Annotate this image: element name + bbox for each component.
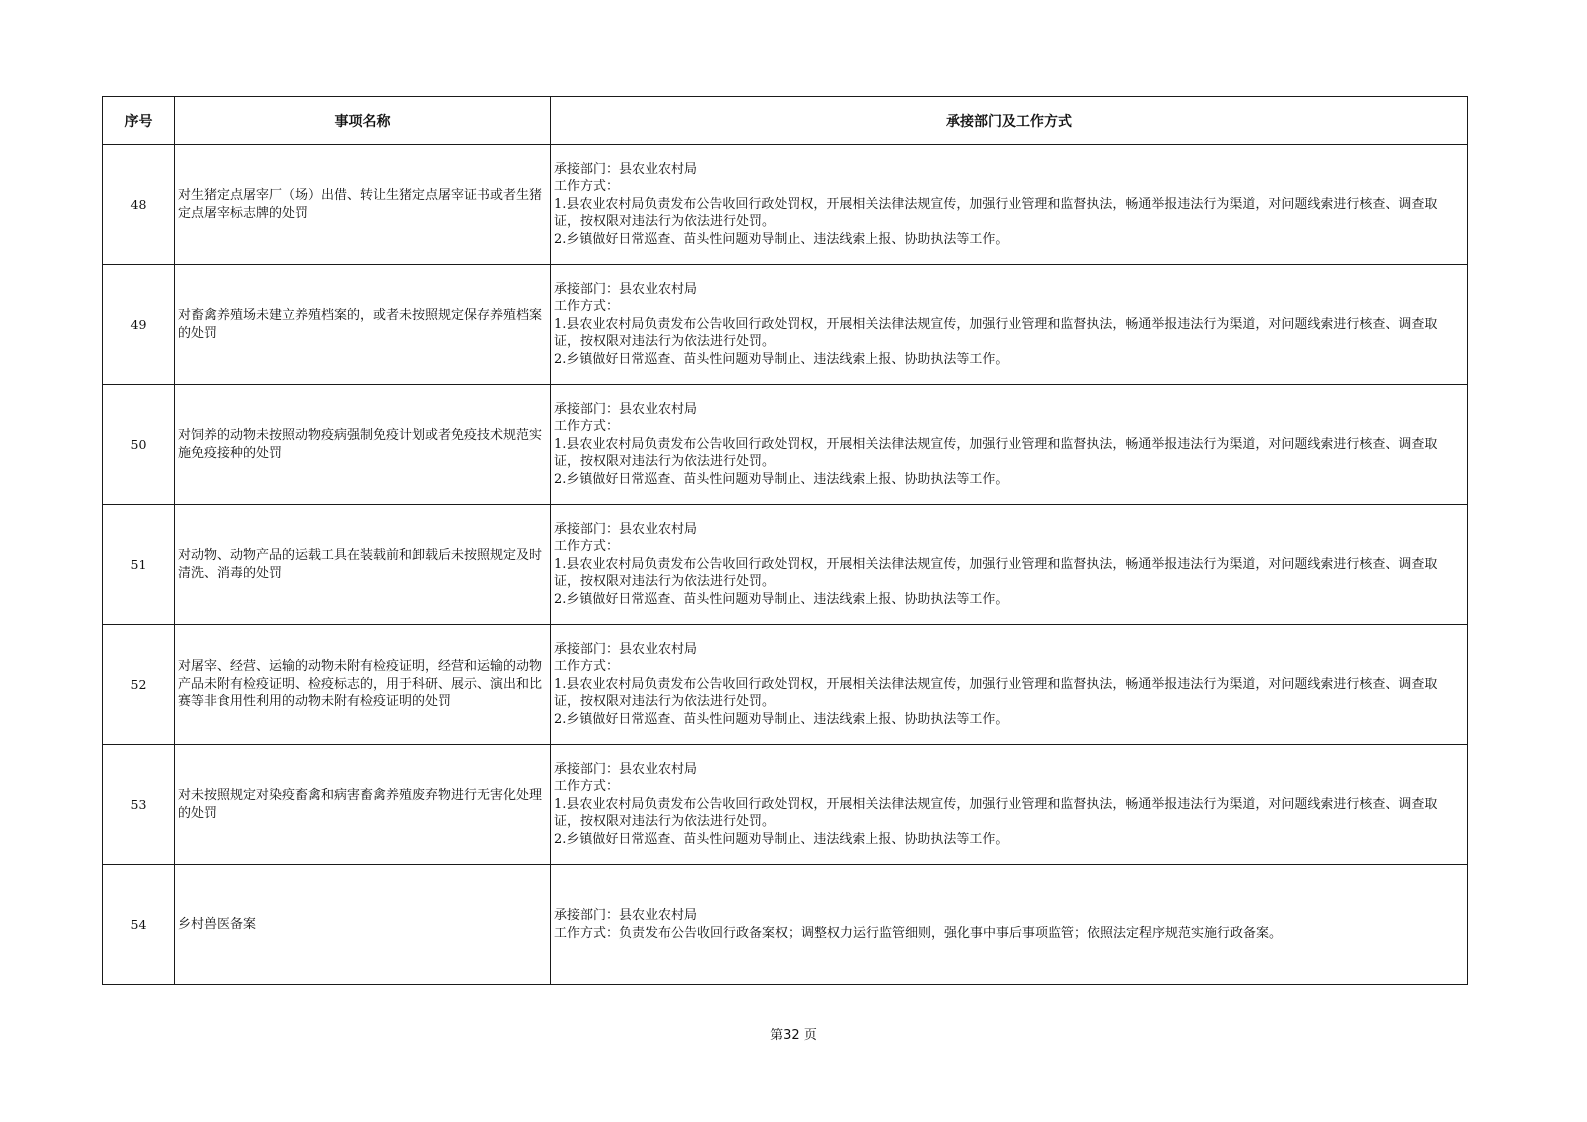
header-serial-number: 序号 <box>103 97 175 145</box>
page-number: 第32 页 <box>770 1028 817 1043</box>
table-row <box>103 385 1468 505</box>
department-method-line: 工作方式： <box>554 779 620 795</box>
department-method-line: 工作方式：负责发布公告收回行政备案权；调整权力运行监管细则，强化事中事后事项监管；依照法定程序规范实施行政备案。 <box>554 925 1283 941</box>
row-department-method <box>551 505 1468 625</box>
row-matter-name: 对未按照规定对染疫畜禽和病害畜禽养殖废弃物进行无害化处理的处罚 <box>175 745 551 865</box>
department-method-line: 2.乡镇做好日常巡查、苗头性问题劝导制止、违法线索上报、协助执法等工作。 <box>554 471 1009 487</box>
row-matter-name: 乡村兽医备案 <box>175 865 551 985</box>
department-method-line: 1.县农业农村局负责发布公告收回行政处罚权，开展相关法律法规宣传，加强行业管理和监督执法，畅通举报违法行为渠道，对问题线索进行核查、调查取证，按权限对违法行为依法进行处罚。 <box>554 676 1438 710</box>
department-method-line: 1.县农业农村局负责发布公告收回行政处罚权，开展相关法律法规宣传，加强行业管理和监督执法，畅通举报违法行为渠道，对问题线索进行核查、调查取证，按权限对违法行为依法进行处罚。 <box>554 556 1438 590</box>
row-serial-number: 50 <box>103 385 175 505</box>
row-serial-number: 49 <box>103 265 175 385</box>
table-row <box>103 625 1468 745</box>
matters-table <box>102 96 1468 985</box>
department-method-line: 1.县农业农村局负责发布公告收回行政处罚权，开展相关法律法规宣传，加强行业管理和监督执法，畅通举报违法行为渠道，对问题线索进行核查、调查取证，按权限对违法行为依法进行处罚。 <box>554 436 1438 470</box>
row-matter-name: 对饲养的动物未按照动物疫病强制免疫计划或者免疫技术规范实施免疫接种的处罚 <box>175 385 551 505</box>
row-matter-name: 对生猪定点屠宰厂（场）出借、转让生猪定点屠宰证书或者生猪定点屠宰标志牌的处罚 <box>175 145 551 265</box>
row-serial-number: 53 <box>103 745 175 865</box>
row-department-method <box>551 265 1468 385</box>
table-body <box>103 145 1468 985</box>
row-department-method <box>551 865 1468 985</box>
table-header-row <box>103 97 1468 145</box>
department-method-line: 工作方式： <box>554 299 620 315</box>
department-method-line: 2.乡镇做好日常巡查、苗头性问题劝导制止、违法线索上报、协助执法等工作。 <box>554 351 1009 367</box>
row-department-method <box>551 385 1468 505</box>
row-serial-number: 51 <box>103 505 175 625</box>
department-method-line: 2.乡镇做好日常巡查、苗头性问题劝导制止、违法线索上报、协助执法等工作。 <box>554 591 1009 607</box>
row-matter-name: 对屠宰、经营、运输的动物未附有检疫证明，经营和运输的动物产品未附有检疫证明、检疫标志的，用于科研、展示、演出和比赛等非食用性利用的动物未附有检疫证明的处罚 <box>175 625 551 745</box>
department-method-line: 工作方式： <box>554 539 620 555</box>
department-method-line: 工作方式： <box>554 659 620 675</box>
department-method-line: 承接部门：县农业农村局 <box>554 641 698 657</box>
row-matter-name: 对畜禽养殖场未建立养殖档案的，或者未按照规定保存养殖档案的处罚 <box>175 265 551 385</box>
row-department-method <box>551 145 1468 265</box>
table-row <box>103 265 1468 385</box>
table-row <box>103 505 1468 625</box>
row-matter-name: 对动物、动物产品的运载工具在装载前和卸载后未按照规定及时清洗、消毒的处罚 <box>175 505 551 625</box>
row-department-method <box>551 625 1468 745</box>
department-method-line: 承接部门：县农业农村局 <box>554 908 698 923</box>
department-method-line: 承接部门：县农业农村局 <box>554 761 698 777</box>
department-method-line: 1.县农业农村局负责发布公告收回行政处罚权，开展相关法律法规宣传，加强行业管理和监督执法，畅通举报违法行为渠道，对问题线索进行核查、调查取证，按权限对违法行为依法进行处罚。 <box>554 316 1438 350</box>
department-method-line: 2.乡镇做好日常巡查、苗头性问题劝导制止、违法线索上报、协助执法等工作。 <box>554 711 1009 727</box>
row-serial-number: 48 <box>103 145 175 265</box>
department-method-line: 2.乡镇做好日常巡查、苗头性问题劝导制止、违法线索上报、协助执法等工作。 <box>554 231 1009 247</box>
department-method-line: 1.县农业农村局负责发布公告收回行政处罚权，开展相关法律法规宣传，加强行业管理和监督执法，畅通举报违法行为渠道，对问题线索进行核查、调查取证，按权限对违法行为依法进行处罚。 <box>554 796 1438 830</box>
header-department-method: 承接部门及工作方式 <box>551 97 1468 145</box>
department-method-line: 1.县农业农村局负责发布公告收回行政处罚权，开展相关法律法规宣传，加强行业管理和监督执法，畅通举报违法行为渠道，对问题线索进行核查、调查取证，按权限对违法行为依法进行处罚。 <box>554 196 1438 230</box>
department-method-line: 承接部门：县农业农村局 <box>554 161 698 177</box>
row-department-method <box>551 745 1468 865</box>
department-method-line: 2.乡镇做好日常巡查、苗头性问题劝导制止、违法线索上报、协助执法等工作。 <box>554 831 1009 847</box>
row-serial-number: 52 <box>103 625 175 745</box>
table-row <box>103 745 1468 865</box>
department-method-line: 工作方式： <box>554 179 620 195</box>
department-method-line: 承接部门：县农业农村局 <box>554 401 698 417</box>
table-row <box>103 145 1468 265</box>
header-matter-name: 事项名称 <box>175 97 551 145</box>
row-serial-number: 54 <box>103 865 175 985</box>
department-method-line: 承接部门：县农业农村局 <box>554 521 698 537</box>
table-row <box>103 865 1468 985</box>
department-method-line: 工作方式： <box>554 419 620 435</box>
department-method-line: 承接部门：县农业农村局 <box>554 281 698 297</box>
